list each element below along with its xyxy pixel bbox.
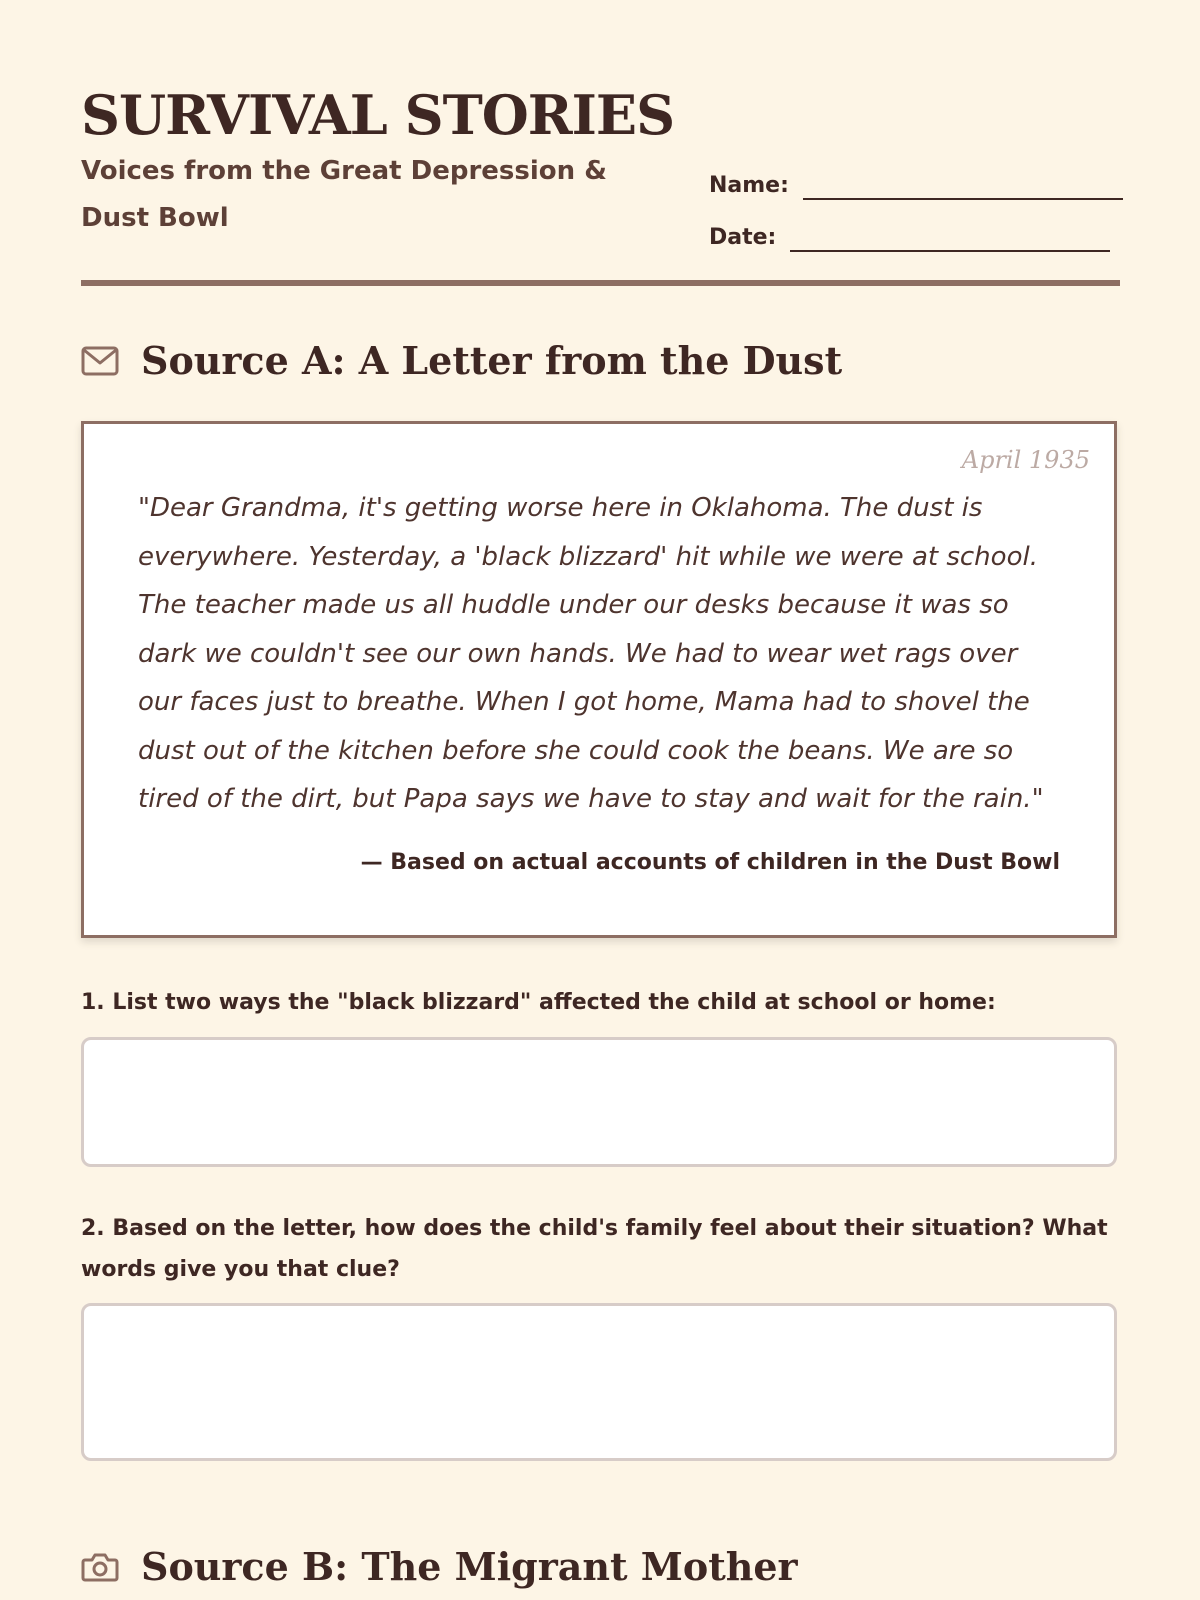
source-b-title: Source B: The Migrant Mother: [141, 1544, 798, 1589]
source-a-title: Source A: A Letter from the Dust: [141, 338, 843, 383]
camera-icon: [81, 1550, 119, 1584]
question-2: 2. Based on the letter, how does the child's family feel about their situation? What words give you that clue?: [81, 1216, 1108, 1282]
answer-2-input[interactable]: [81, 1303, 1117, 1461]
worksheet-page: [81, 0, 1120, 1589]
answer-1-input[interactable]: [81, 1037, 1117, 1167]
letter-text: "Dear Grandma, it's getting worse here in Oklahoma. The dust is everywhere. Yesterday, a 'black blizzard' hit while we were at school. The teacher made us all huddle under our desks because it was so dark we couldn't see our own hands. We had to wear wet rags over our faces just to breathe. When I got home, Mama had to shovel the dust out of the kitchen before she could cook the beans. We are so tired of the dirt, but Papa says we have to stay and wait for the rain.": [138, 493, 1044, 814]
name-label: Name:: [709, 173, 789, 198]
name-field[interactable]: [803, 168, 1123, 200]
letter-citation: — Based on actual accounts of children in the Dust Bowl: [360, 850, 1060, 875]
worksheet-subtitle: Voices from the Great Depression & Dust Bowl: [81, 156, 607, 233]
date-row: [709, 200, 1120, 252]
question-1: 1. List two ways the "black blizzard" affected the child at school or home:: [81, 990, 996, 1015]
letter-card: [81, 421, 1117, 938]
date-field[interactable]: [790, 220, 1110, 252]
source-a-heading: [81, 338, 842, 383]
envelope-icon: [81, 344, 119, 378]
worksheet-header: [81, 0, 1120, 290]
source-b-heading: [81, 1544, 798, 1589]
letter-date: April 1935: [961, 446, 1090, 474]
header-divider: [81, 280, 1120, 286]
worksheet-title: SURVIVAL STORIES: [81, 83, 675, 147]
student-info: [709, 148, 1120, 252]
date-label: Date:: [709, 225, 777, 250]
name-row: [709, 148, 1120, 200]
